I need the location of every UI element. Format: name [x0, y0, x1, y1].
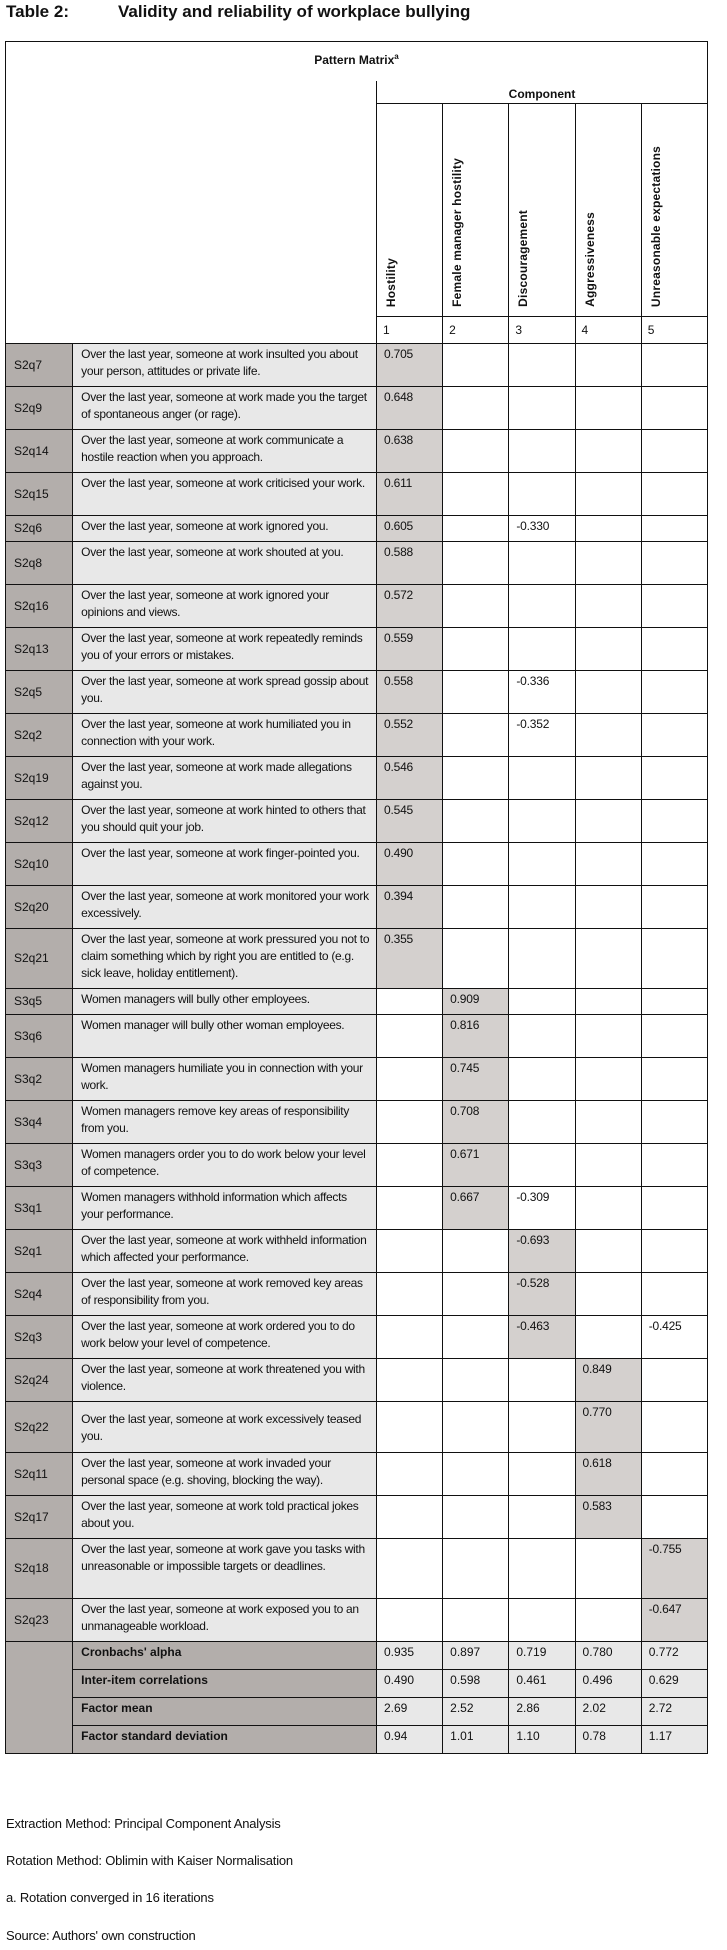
table-number: Table 2:	[6, 2, 69, 21]
loading-cell	[509, 542, 575, 585]
item-text: Over the last year, someone at work hinted to others that you should quit your job.	[73, 800, 377, 843]
loading-cell	[641, 542, 707, 585]
loading-cell: 0.648	[377, 387, 443, 430]
loading-cell: 0.745	[443, 1058, 509, 1101]
item-text: Over the last year, someone at work invaded your personal space (e.g. shoving, blocking the way).	[73, 1453, 377, 1496]
loading-cell: 0.605	[377, 516, 443, 542]
component-number: 4	[575, 317, 641, 344]
loading-cell	[443, 757, 509, 800]
stat-value: 0.490	[377, 1670, 443, 1698]
loading-cell: 0.816	[443, 1015, 509, 1058]
loading-cell: 0.671	[443, 1144, 509, 1187]
loading-cell: 0.545	[377, 800, 443, 843]
loading-cell	[575, 843, 641, 886]
component-number: 5	[641, 317, 707, 344]
loading-cell	[575, 989, 641, 1015]
item-text: Women managers will bully other employees.	[73, 989, 377, 1015]
loading-cell: 0.394	[377, 886, 443, 929]
table-row	[6, 1453, 708, 1496]
table-row	[6, 1402, 708, 1453]
loading-cell	[509, 473, 575, 516]
loading-cell	[575, 1273, 641, 1316]
loading-cell: -0.352	[509, 714, 575, 757]
item-code: S2q4	[6, 1273, 73, 1316]
loading-cell	[641, 671, 707, 714]
table-row	[6, 757, 708, 800]
loading-cell	[641, 1359, 707, 1402]
table-row	[6, 1144, 708, 1187]
item-code: S2q20	[6, 886, 73, 929]
loading-cell	[641, 714, 707, 757]
component-name: Aggressiveness	[582, 212, 597, 307]
table-row	[6, 1015, 708, 1058]
loading-cell	[509, 757, 575, 800]
item-code: S2q17	[6, 1496, 73, 1539]
loading-cell	[443, 387, 509, 430]
loading-cell	[509, 800, 575, 843]
item-text: Over the last year, someone at work withheld information which affected your performance.	[73, 1230, 377, 1273]
component-number: 3	[509, 317, 575, 344]
loading-cell: 0.705	[377, 344, 443, 387]
loading-cell	[443, 671, 509, 714]
item-code: S2q2	[6, 714, 73, 757]
table-row	[6, 430, 708, 473]
item-text: Over the last year, someone at work shouted at you.	[73, 542, 377, 585]
loading-cell: -0.528	[509, 1273, 575, 1316]
component-header-4	[575, 104, 641, 317]
loading-cell	[377, 1058, 443, 1101]
item-text: Over the last year, someone at work repeatedly reminds you of your errors or mistakes.	[73, 628, 377, 671]
loading-cell	[575, 1058, 641, 1101]
loading-cell	[575, 542, 641, 585]
loading-cell	[443, 1230, 509, 1273]
item-text: Over the last year, someone at work insulted you about your person, attitudes or private life.	[73, 344, 377, 387]
item-text: Over the last year, someone at work told practical jokes about you.	[73, 1496, 377, 1539]
loading-cell	[575, 628, 641, 671]
stat-value: 0.897	[443, 1642, 509, 1670]
stat-value: 0.935	[377, 1642, 443, 1670]
loading-cell	[377, 1101, 443, 1144]
footnote: Extraction Method: Principal Component Analysis	[6, 1816, 281, 1831]
loading-cell	[443, 1316, 509, 1359]
loading-cell	[641, 800, 707, 843]
loading-cell	[575, 800, 641, 843]
table-caption: Validity and reliability of workplace bullying	[118, 2, 471, 21]
loading-cell	[641, 1101, 707, 1144]
component-name: Hostility	[384, 257, 398, 307]
component-name: Unreasonable expectations	[648, 145, 663, 307]
loading-cell	[377, 1144, 443, 1187]
item-code: S2q3	[6, 1316, 73, 1359]
item-code: S2q5	[6, 671, 73, 714]
item-code: S2q6	[6, 516, 73, 542]
item-text: Over the last year, someone at work ordered you to do work below your level of competence.	[73, 1316, 377, 1359]
loading-cell: 0.558	[377, 671, 443, 714]
item-code: S2q11	[6, 1453, 73, 1496]
loading-cell	[443, 886, 509, 929]
loading-cell	[575, 714, 641, 757]
loading-cell	[641, 1144, 707, 1187]
loading-cell	[575, 1101, 641, 1144]
loading-cell	[575, 1144, 641, 1187]
component-header-3	[509, 104, 575, 317]
loading-cell	[509, 1015, 575, 1058]
loading-cell: 0.770	[575, 1402, 641, 1453]
item-text: Women managers remove key areas of responsibility from you.	[73, 1101, 377, 1144]
loading-cell	[575, 387, 641, 430]
loading-cell	[641, 1187, 707, 1230]
item-text: Over the last year, someone at work communicate a hostile reaction when you approach.	[73, 430, 377, 473]
item-code: S3q6	[6, 1015, 73, 1058]
table-row	[6, 714, 708, 757]
footnote: Rotation Method: Oblimin with Kaiser Normalisation	[6, 1853, 293, 1868]
loading-cell: -0.463	[509, 1316, 575, 1359]
table-row	[6, 1599, 708, 1642]
table-row	[6, 387, 708, 430]
loading-cell	[443, 430, 509, 473]
item-text: Women managers order you to do work below your level of competence.	[73, 1144, 377, 1187]
loading-cell	[575, 1187, 641, 1230]
loading-cell: 0.583	[575, 1496, 641, 1539]
loading-cell	[509, 585, 575, 628]
loading-cell	[575, 929, 641, 989]
loading-cell	[377, 1539, 443, 1599]
loading-cell	[377, 989, 443, 1015]
item-code: S2q21	[6, 929, 73, 989]
loading-cell	[509, 989, 575, 1015]
stat-value: 0.94	[377, 1726, 443, 1754]
stat-row	[6, 1726, 708, 1754]
loading-cell	[575, 516, 641, 542]
loading-cell	[443, 516, 509, 542]
item-code: S2q12	[6, 800, 73, 843]
item-text: Over the last year, someone at work pressured you not to claim something which by right you are entitled to (e.g. sick leave, holiday entitlement).	[73, 929, 377, 989]
loading-cell: 0.909	[443, 989, 509, 1015]
loading-cell	[377, 1230, 443, 1273]
table-row	[6, 344, 708, 387]
stat-label: Factor mean	[73, 1698, 377, 1726]
stat-value: 1.01	[443, 1726, 509, 1754]
footnote: Source: Authors' own construction	[6, 1928, 196, 1943]
loading-cell	[443, 1273, 509, 1316]
item-code: S2q22	[6, 1402, 73, 1453]
loading-cell: 0.708	[443, 1101, 509, 1144]
stat-value: 0.598	[443, 1670, 509, 1698]
loading-cell	[575, 886, 641, 929]
item-text: Over the last year, someone at work criticised your work.	[73, 473, 377, 516]
loading-cell	[377, 1187, 443, 1230]
loading-cell	[443, 1539, 509, 1599]
item-text: Over the last year, someone at work finger-pointed you.	[73, 843, 377, 886]
loading-cell	[509, 1496, 575, 1539]
loading-cell	[575, 1599, 641, 1642]
item-code: S2q7	[6, 344, 73, 387]
loading-cell: 0.638	[377, 430, 443, 473]
item-text: Over the last year, someone at work monitored your work excessively.	[73, 886, 377, 929]
item-text: Over the last year, someone at work ignored your opinions and views.	[73, 585, 377, 628]
component-header-1	[377, 104, 443, 317]
loading-cell	[509, 1359, 575, 1402]
loading-cell	[641, 1058, 707, 1101]
loading-cell: 0.849	[575, 1359, 641, 1402]
loading-cell	[377, 1453, 443, 1496]
loading-cell	[575, 1230, 641, 1273]
table-row	[6, 843, 708, 886]
loading-cell	[641, 757, 707, 800]
loading-cell	[443, 714, 509, 757]
loading-cell	[641, 628, 707, 671]
component-heading: Component	[377, 81, 708, 104]
stat-value: 1.10	[509, 1726, 575, 1754]
loading-cell: 0.546	[377, 757, 443, 800]
loading-cell: 0.588	[377, 542, 443, 585]
stat-value: 2.69	[377, 1698, 443, 1726]
item-code: S3q5	[6, 989, 73, 1015]
loading-cell	[641, 344, 707, 387]
loading-cell: 0.572	[377, 585, 443, 628]
loading-cell	[509, 1599, 575, 1642]
loading-cell	[509, 387, 575, 430]
item-code: S2q23	[6, 1599, 73, 1642]
loading-cell	[641, 473, 707, 516]
loading-cell	[443, 843, 509, 886]
table-row	[6, 628, 708, 671]
loading-cell	[575, 430, 641, 473]
item-text: Women managers humiliate you in connection with your work.	[73, 1058, 377, 1101]
pattern-matrix-label: Pattern Matrix	[314, 53, 395, 67]
loading-cell	[443, 1402, 509, 1453]
item-code: S2q18	[6, 1539, 73, 1599]
loading-cell: -0.425	[641, 1316, 707, 1359]
loading-cell: 0.618	[575, 1453, 641, 1496]
loading-cell	[575, 1316, 641, 1359]
item-code: S2q19	[6, 757, 73, 800]
loading-cell: 0.355	[377, 929, 443, 989]
item-code: S2q8	[6, 542, 73, 585]
item-code: S2q10	[6, 843, 73, 886]
loading-cell	[377, 1402, 443, 1453]
table-row	[6, 886, 708, 929]
loading-cell: -0.755	[641, 1539, 707, 1599]
stat-value: 0.78	[575, 1726, 641, 1754]
loading-cell	[443, 628, 509, 671]
item-text: Over the last year, someone at work spread gossip about you.	[73, 671, 377, 714]
loading-cell	[641, 516, 707, 542]
item-text: Women manager will bully other woman employees.	[73, 1015, 377, 1058]
header-blank-cell	[6, 81, 377, 344]
loading-cell	[641, 929, 707, 989]
item-code: S2q15	[6, 473, 73, 516]
item-text: Over the last year, someone at work threatened you with violence.	[73, 1359, 377, 1402]
table-title	[6, 2, 470, 22]
loading-cell	[575, 1539, 641, 1599]
loading-cell: -0.309	[509, 1187, 575, 1230]
component-header-5	[641, 104, 707, 317]
component-number: 2	[443, 317, 509, 344]
item-code: S2q13	[6, 628, 73, 671]
loading-cell	[509, 628, 575, 671]
loading-cell	[509, 1144, 575, 1187]
loading-cell	[509, 1058, 575, 1101]
loading-cell	[443, 473, 509, 516]
loading-cell: 0.490	[377, 843, 443, 886]
loading-cell	[641, 585, 707, 628]
item-text: Over the last year, someone at work removed key areas of responsibility from you.	[73, 1273, 377, 1316]
loading-cell	[575, 344, 641, 387]
stat-value: 0.496	[575, 1670, 641, 1698]
loading-cell: 0.611	[377, 473, 443, 516]
table-row	[6, 1359, 708, 1402]
loading-cell: 0.559	[377, 628, 443, 671]
loading-cell	[377, 1273, 443, 1316]
stat-label: Cronbachs' alpha	[73, 1642, 377, 1670]
loading-cell	[641, 430, 707, 473]
loading-cell	[509, 929, 575, 989]
table-row	[6, 1316, 708, 1359]
item-text: Over the last year, someone at work made allegations against you.	[73, 757, 377, 800]
stat-value: 2.86	[509, 1698, 575, 1726]
loading-cell	[443, 1453, 509, 1496]
table-row	[6, 1273, 708, 1316]
loading-cell	[509, 344, 575, 387]
stat-value: 0.629	[641, 1670, 707, 1698]
table-row	[6, 1539, 708, 1599]
loading-cell	[509, 430, 575, 473]
table-row	[6, 1230, 708, 1273]
table-row	[6, 1058, 708, 1101]
table-row	[6, 473, 708, 516]
pattern-matrix-table	[5, 41, 708, 1754]
loading-cell	[443, 542, 509, 585]
item-text: Women managers withhold information which affects your performance.	[73, 1187, 377, 1230]
loading-cell	[641, 1273, 707, 1316]
item-code: S2q9	[6, 387, 73, 430]
loading-cell	[443, 585, 509, 628]
table-row	[6, 542, 708, 585]
table-row	[6, 989, 708, 1015]
item-text: Over the last year, someone at work gave you tasks with unreasonable or impossible targets or deadlines.	[73, 1539, 377, 1599]
stat-value: 2.52	[443, 1698, 509, 1726]
loading-cell	[575, 1015, 641, 1058]
item-code: S2q1	[6, 1230, 73, 1273]
item-code: S3q4	[6, 1101, 73, 1144]
item-code: S2q14	[6, 430, 73, 473]
loading-cell	[443, 929, 509, 989]
table-row	[6, 1101, 708, 1144]
loading-cell	[509, 843, 575, 886]
loading-cell	[575, 757, 641, 800]
table-row	[6, 1496, 708, 1539]
loading-cell: -0.336	[509, 671, 575, 714]
stat-label: Factor standard deviation	[73, 1726, 377, 1754]
item-code: S2q16	[6, 585, 73, 628]
table-row	[6, 1187, 708, 1230]
table-row	[6, 516, 708, 542]
loading-cell	[443, 1359, 509, 1402]
component-header-2	[443, 104, 509, 317]
item-code: S3q2	[6, 1058, 73, 1101]
loading-cell	[575, 473, 641, 516]
loading-cell	[377, 1359, 443, 1402]
stat-value: 0.780	[575, 1642, 641, 1670]
item-code: S3q3	[6, 1144, 73, 1187]
loading-cell	[641, 1402, 707, 1453]
item-text: Over the last year, someone at work ignored you.	[73, 516, 377, 542]
stat-value: 0.719	[509, 1642, 575, 1670]
stat-value: 0.772	[641, 1642, 707, 1670]
item-text: Over the last year, someone at work excessively teased you.	[73, 1402, 377, 1453]
loading-cell	[641, 1015, 707, 1058]
loading-cell: -0.647	[641, 1599, 707, 1642]
item-code: S3q1	[6, 1187, 73, 1230]
loading-cell	[443, 1496, 509, 1539]
stat-label: Inter-item correlations	[73, 1670, 377, 1698]
item-text: Over the last year, someone at work exposed you to an unmanageable workload.	[73, 1599, 377, 1642]
table-row	[6, 585, 708, 628]
loading-cell	[509, 1453, 575, 1496]
pattern-matrix-heading	[6, 42, 708, 82]
loading-cell: -0.330	[509, 516, 575, 542]
item-text: Over the last year, someone at work made you the target of spontaneous anger (or rage).	[73, 387, 377, 430]
loading-cell	[641, 1453, 707, 1496]
loading-cell	[509, 1101, 575, 1144]
table-row	[6, 671, 708, 714]
item-code: S2q24	[6, 1359, 73, 1402]
loading-cell	[443, 344, 509, 387]
loading-cell: 0.667	[443, 1187, 509, 1230]
loading-cell	[509, 1402, 575, 1453]
loading-cell	[443, 1599, 509, 1642]
item-text: Over the last year, someone at work humiliated you in connection with your work.	[73, 714, 377, 757]
loading-cell	[641, 843, 707, 886]
stat-row	[6, 1698, 708, 1726]
stat-row	[6, 1670, 708, 1698]
loading-cell	[377, 1015, 443, 1058]
loading-cell: -0.693	[509, 1230, 575, 1273]
stat-value: 2.02	[575, 1698, 641, 1726]
component-number: 1	[377, 317, 443, 344]
loading-cell: 0.552	[377, 714, 443, 757]
stat-value: 2.72	[641, 1698, 707, 1726]
loading-cell	[641, 1496, 707, 1539]
stat-row	[6, 1642, 708, 1670]
loading-cell	[641, 989, 707, 1015]
loading-cell	[641, 1230, 707, 1273]
loading-cell	[509, 886, 575, 929]
loading-cell	[377, 1496, 443, 1539]
footnote-marker: a	[394, 52, 399, 61]
loading-cell	[641, 387, 707, 430]
footnote: a. Rotation converged in 16 iterations	[6, 1890, 214, 1905]
component-name: Discouragement	[516, 210, 531, 307]
loading-cell	[641, 886, 707, 929]
table-row	[6, 929, 708, 989]
loading-cell	[575, 585, 641, 628]
loading-cell	[443, 800, 509, 843]
component-name: Female manager hostility	[450, 158, 465, 307]
stat-value: 0.461	[509, 1670, 575, 1698]
table-row	[6, 800, 708, 843]
loading-cell	[377, 1599, 443, 1642]
stats-blank-cell	[6, 1642, 73, 1754]
loading-cell	[575, 671, 641, 714]
loading-cell	[377, 1316, 443, 1359]
loading-cell	[509, 1539, 575, 1599]
stat-value: 1.17	[641, 1726, 707, 1754]
